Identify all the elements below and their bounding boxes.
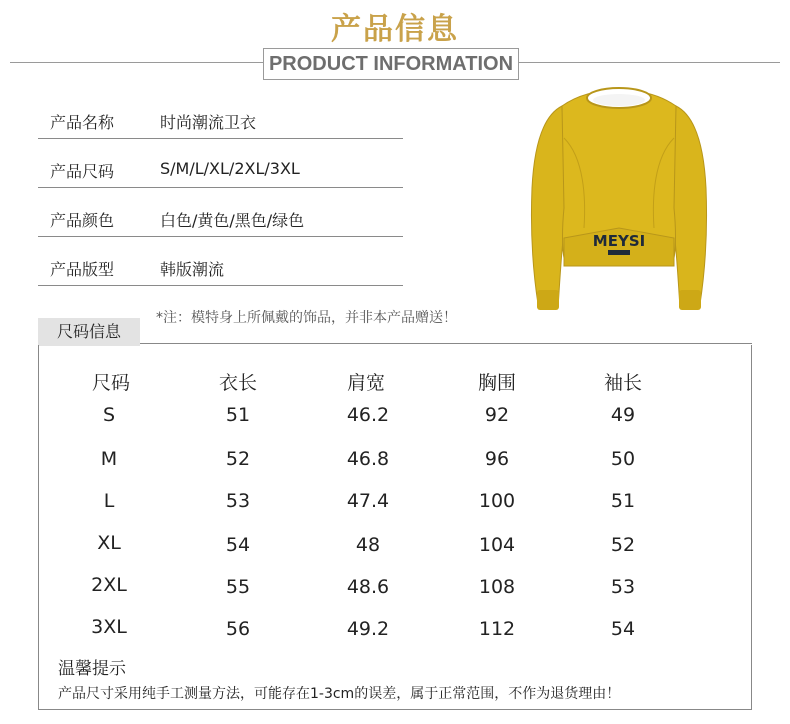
size-table-box <box>38 345 752 710</box>
table-cell: 2XL <box>91 574 127 596</box>
table-cell: 49.2 <box>346 618 390 640</box>
info-row-size <box>38 147 403 188</box>
table-cell: 52 <box>225 448 251 470</box>
column-header: 胸围 <box>477 372 516 394</box>
info-row-name <box>38 98 403 139</box>
table-cell: 52 <box>610 534 636 556</box>
table-cell: XL <box>97 532 121 554</box>
table-cell: 96 <box>484 448 510 470</box>
table-cell: 56 <box>225 618 251 640</box>
table-cell: 48 <box>355 534 381 556</box>
product-sweater-image <box>524 78 714 318</box>
subtitle: PRODUCT INFORMATION <box>263 48 519 80</box>
info-value: S/M/L/XL/2XL/3XL <box>160 159 300 178</box>
table-cell: 54 <box>225 534 251 556</box>
sweater-print-text: MEYSI <box>592 232 646 250</box>
table-cell: 112 <box>478 618 516 640</box>
table-cell: 48.6 <box>346 576 390 598</box>
size-info-tab: 尺码信息 <box>38 318 140 346</box>
column-header: 衣长 <box>218 372 257 394</box>
info-value: 时尚潮流卫衣 <box>160 113 257 132</box>
table-cell: 3XL <box>91 616 127 638</box>
table-cell: 100 <box>478 490 516 512</box>
table-cell: 49 <box>610 404 636 426</box>
info-row-fit <box>38 245 403 286</box>
table-cell: L <box>103 490 115 512</box>
size-box-top-border <box>140 343 752 344</box>
table-cell: 92 <box>484 404 510 426</box>
subtitle-divider-left <box>10 62 263 63</box>
table-cell: 51 <box>610 490 636 512</box>
column-header: 肩宽 <box>346 372 385 394</box>
info-label: 产品尺码 <box>50 162 115 181</box>
info-value: 韩版潮流 <box>160 260 225 279</box>
table-cell: 46.2 <box>346 404 390 426</box>
page-title: 产品信息 <box>331 12 459 47</box>
tips-title: 温馨提示 <box>58 659 126 679</box>
info-label: 产品版型 <box>50 260 115 279</box>
info-label: 产品名称 <box>50 113 115 132</box>
table-cell: S <box>102 404 116 426</box>
table-cell: 46.8 <box>346 448 390 470</box>
column-header: 尺码 <box>91 372 130 394</box>
info-value: 白色/黄色/黑色/绿色 <box>160 211 305 230</box>
tips-text: 产品尺寸采用纯手工测量方法，可能存在1-3cm的误差，属于正常范围，不作为退货理由！ <box>58 686 621 702</box>
column-header: 袖长 <box>603 372 642 394</box>
info-row-color <box>38 196 403 237</box>
table-cell: 54 <box>610 618 636 640</box>
table-cell: 55 <box>225 576 251 598</box>
table-cell: 53 <box>225 490 251 512</box>
table-cell: 47.4 <box>346 490 390 512</box>
table-cell: 108 <box>478 576 516 598</box>
table-cell: 104 <box>478 534 516 556</box>
table-cell: 50 <box>610 448 636 470</box>
accessory-note: *注：模特身上所佩戴的饰品，并非本产品赠送！ <box>156 310 457 326</box>
table-cell: 51 <box>225 404 251 426</box>
table-cell: M <box>100 448 118 470</box>
table-cell: 53 <box>610 576 636 598</box>
info-label: 产品颜色 <box>50 211 115 230</box>
subtitle-divider-right <box>518 62 780 63</box>
